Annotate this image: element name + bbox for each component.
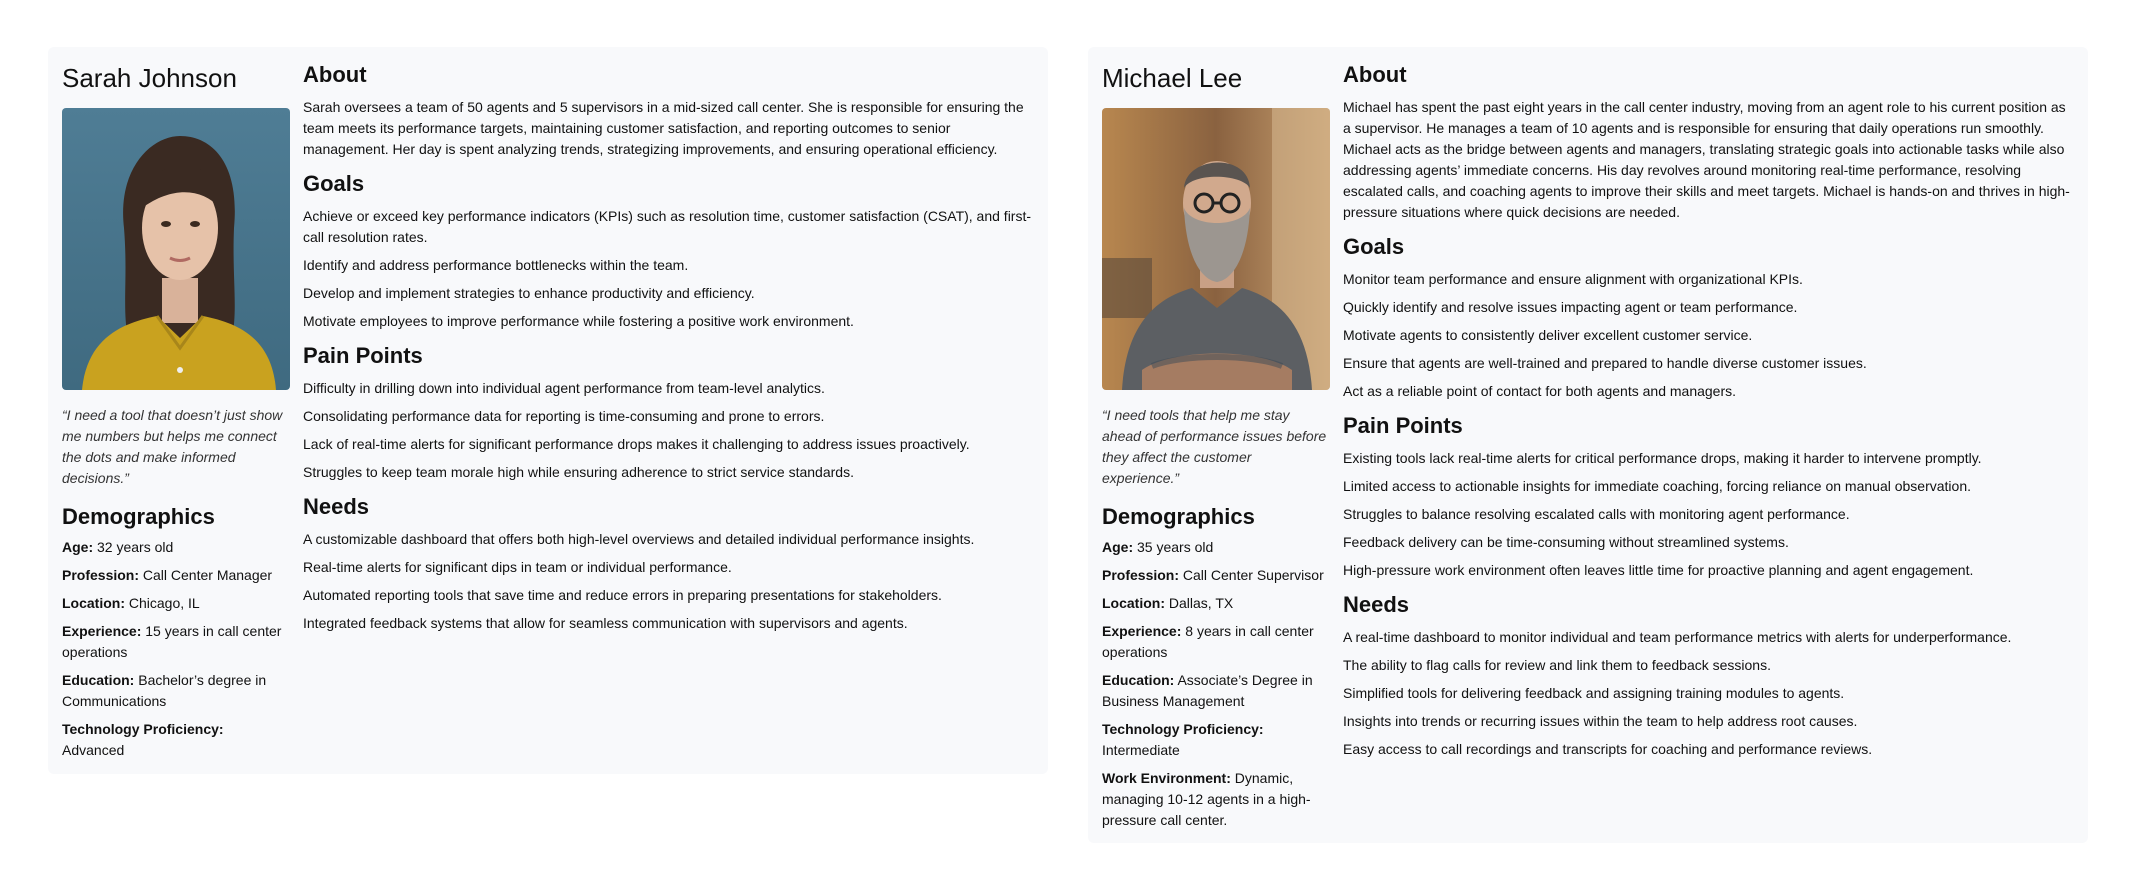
demographic-experience: Experience: 8 years in call center operations [1102, 623, 1314, 660]
demographic-location: Location: Chicago, IL [62, 595, 200, 611]
pain-point-item: Difficulty in drilling down into individual agent performance from team-level analytics. [303, 380, 825, 396]
persona-photo [62, 108, 290, 390]
goal-item: Achieve or exceed key performance indicators (KPIs) such as resolution time, customer satisfaction (CSAT), and first-call resolution rates. [303, 208, 1032, 245]
goal-item: Identify and address performance bottlenecks within the team. [303, 257, 689, 273]
demographic-age: Age: 32 years old [62, 539, 174, 555]
pain-point-item: Consolidating performance data for reporting is time-consuming and prone to errors. [303, 408, 825, 424]
need-item: Simplified tools for delivering feedback and assigning training modules to agents. [1343, 685, 1845, 701]
about-text: Michael has spent the past eight years in the call center industry, moving from an agent role to his current position as a supervisor. He manages a team of 10 agents and is responsible for ensuring that daily operations run smoothly. Michael acts as the bridge between agents and managers, translating strategic goals into actionable tasks while also addressing agents’ immediate concerns. His day revolves around monitoring real-time performance, resolving escalated calls, and coaching agents to improve their skills and meet targets. Michael is hands-on and thrives in high-pressure situations where quick decisions are needed. [1343, 99, 2070, 220]
demographic-tech-proficiency: Technology Proficiency: Advanced [62, 721, 224, 758]
demographic-education: Education: Bachelor’s degree in Communications [62, 672, 267, 709]
goals-title: Goals [1343, 234, 1405, 259]
pain-points-section [1343, 412, 2073, 581]
needs-title: Needs [1343, 592, 1410, 617]
demographics-list [1102, 537, 1330, 831]
persona-quote: “I need a tool that doesn’t just show me numbers but helps me connect the dots and make informed decisions.” [62, 407, 283, 486]
persona-card-sarah [48, 47, 1048, 774]
need-item: A real-time dashboard to monitor individual and team performance metrics with alerts for underperformance. [1343, 629, 2012, 645]
pain-point-item: Feedback delivery can be time-consuming without streamlined systems. [1343, 534, 1789, 550]
demographics-title: Demographics [1102, 504, 1255, 529]
demographics-title: Demographics [62, 504, 215, 529]
demographics-list [62, 537, 290, 761]
pain-points-section [303, 342, 1033, 483]
about-section [303, 61, 1033, 160]
pain-point-item: Struggles to keep team morale high while ensuring adherence to strict service standards. [303, 464, 854, 480]
demographic-tech-proficiency: Technology Proficiency: Intermediate [1102, 721, 1264, 758]
persona-details [303, 61, 1033, 644]
demographic-work-environment: Work Environment: Dynamic, managing 10-12 agents in a high-pressure call center. [1102, 770, 1311, 828]
need-item: Real-time alerts for significant dips in team or individual performance. [303, 559, 732, 575]
goals-title: Goals [303, 171, 365, 196]
about-title: About [303, 62, 367, 87]
need-item: Integrated feedback systems that allow for seamless communication with supervisors and agents. [303, 615, 908, 631]
persona-photo [1102, 108, 1330, 390]
persona-sidebar [1102, 61, 1330, 838]
pain-point-item: High-pressure work environment often leaves little time for proactive planning and agent engagement. [1343, 562, 1974, 578]
persona-sidebar [62, 61, 290, 768]
need-item: Easy access to call recordings and transcripts for coaching and performance reviews. [1343, 741, 1873, 757]
persona-quote: “I need tools that help me stay ahead of performance issues before they affect the customer experience.” [1102, 407, 1327, 486]
persona-name: Sarah Johnson [62, 63, 237, 93]
goal-item: Act as a reliable point of contact for both agents and managers. [1343, 383, 1737, 399]
need-item: A customizable dashboard that offers both high-level overviews and detailed individual performance insights. [303, 531, 975, 547]
about-section [1343, 61, 2073, 223]
goal-item: Quickly identify and resolve issues impacting agent or team performance. [1343, 299, 1798, 315]
portrait-man-image [1102, 108, 1330, 390]
need-item: The ability to flag calls for review and link them to feedback sessions. [1343, 657, 1771, 673]
needs-section [303, 493, 1033, 634]
pain-points-title: Pain Points [303, 343, 423, 368]
need-item: Insights into trends or recurring issues within the team to help address root causes. [1343, 713, 1858, 729]
persona-card-michael [1088, 47, 2088, 843]
persona-details [1343, 61, 2073, 770]
about-text: Sarah oversees a team of 50 agents and 5 supervisors in a mid-sized call center. She is responsible for ensuring the team meets its performance targets, maintaining customer satisfaction, and reporting outcomes to senior management. Her day is spent analyzing trends, strategizing improvements, and ensuring operational efficiency. [303, 99, 1024, 157]
pain-point-item: Lack of real-time alerts for significant performance drops makes it challenging to address issues proactively. [303, 436, 970, 452]
need-item: Automated reporting tools that save time and reduce errors in preparing presentations for stakeholders. [303, 587, 942, 603]
demographic-profession: Profession: Call Center Manager [62, 567, 273, 583]
goal-item: Monitor team performance and ensure alignment with organizational KPIs. [1343, 271, 1803, 287]
goal-item: Motivate employees to improve performance while fostering a positive work environment. [303, 313, 854, 329]
demographic-profession: Profession: Call Center Supervisor [1102, 567, 1324, 583]
goal-item: Ensure that agents are well-trained and prepared to handle diverse customer issues. [1343, 355, 1867, 371]
needs-title: Needs [303, 494, 370, 519]
portrait-woman-image [62, 108, 290, 390]
demographic-age: Age: 35 years old [1102, 539, 1214, 555]
demographic-experience: Experience: 15 years in call center operations [62, 623, 282, 660]
pain-point-item: Existing tools lack real-time alerts for critical performance drops, making it harder to intervene promptly. [1343, 450, 1982, 466]
goals-section [303, 170, 1033, 332]
about-title: About [1343, 62, 1407, 87]
goal-item: Motivate agents to consistently deliver excellent customer service. [1343, 327, 1753, 343]
demographic-location: Location: Dallas, TX [1102, 595, 1234, 611]
goal-item: Develop and implement strategies to enhance productivity and efficiency. [303, 285, 755, 301]
goals-section [1343, 233, 2073, 402]
pain-point-item: Struggles to balance resolving escalated calls with monitoring agent performance. [1343, 506, 1850, 522]
pain-points-title: Pain Points [1343, 413, 1463, 438]
demographic-education: Education: Associate’s Degree in Business Management [1102, 672, 1313, 709]
pain-point-item: Limited access to actionable insights for immediate coaching, forcing reliance on manual observation. [1343, 478, 1972, 494]
persona-name: Michael Lee [1102, 63, 1243, 93]
needs-section [1343, 591, 2073, 760]
